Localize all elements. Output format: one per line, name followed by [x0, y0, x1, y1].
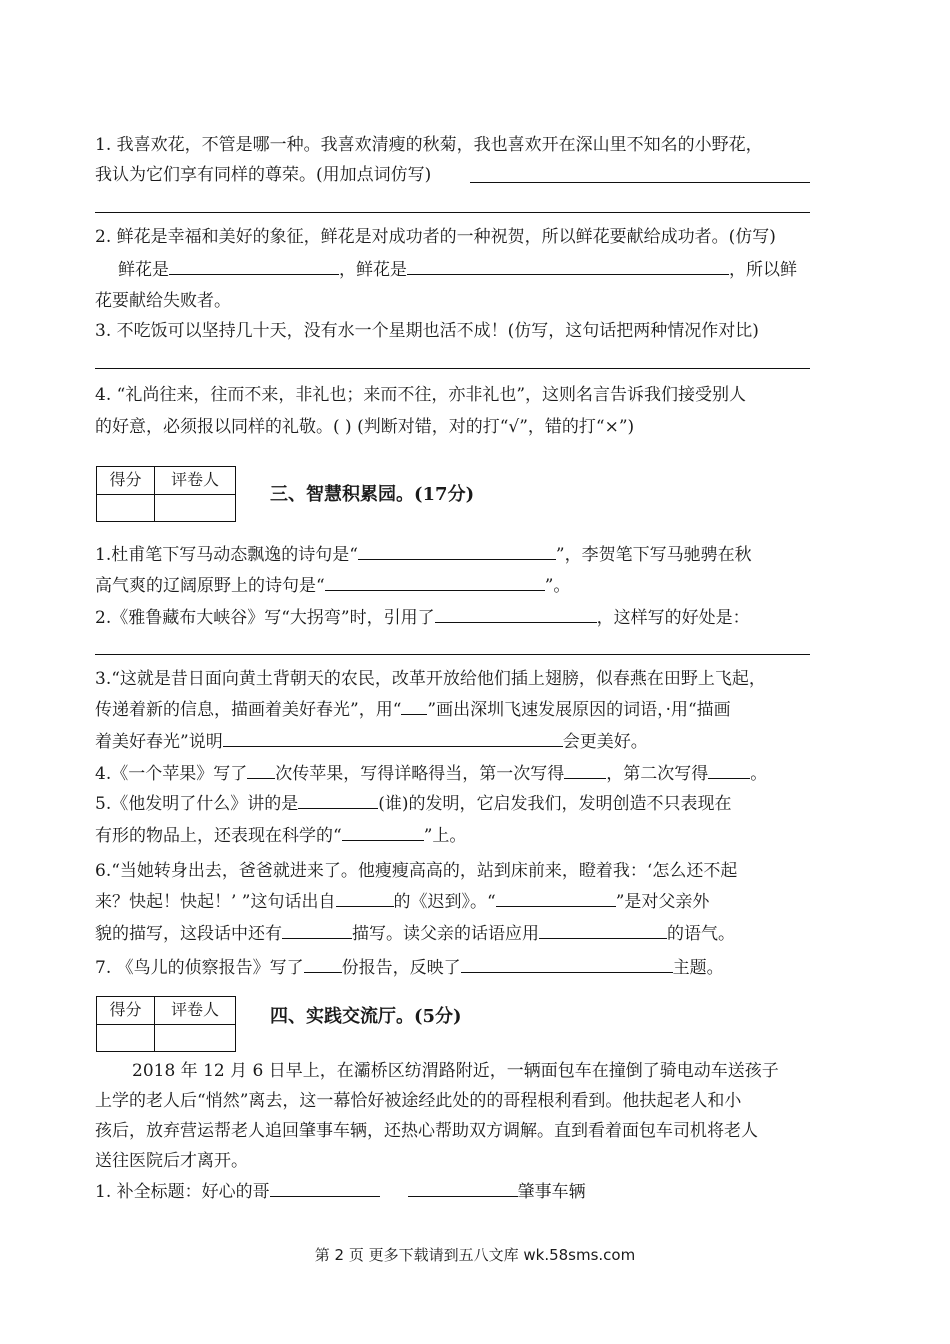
part3-title: 三、智慧积累园。(17分) [270, 484, 475, 505]
p3-q5-text-a: 5.《他发明了什么》讲的是 [95, 794, 299, 814]
p3-q5-line1 [95, 792, 732, 815]
p3-q6-text-e: 描写。读父亲的话语应用 [352, 924, 539, 944]
p3-q4-line [95, 762, 767, 785]
p3-q7-text-c: 主题。 [672, 958, 724, 978]
grader-label: 评卷人 [170, 1000, 219, 1019]
q2-line2 [118, 258, 797, 281]
part4-title: 四、实践交流厅。(5分) [270, 1006, 462, 1027]
p3-q4-text-a: 4.《一个苹果》写了 [95, 764, 248, 784]
q1-line2 [95, 164, 431, 186]
p3-q6-line1: 6.“当她转身出去，爸爸就进来了。他瘦瘦高高的，站到床前来，瞪着我：‘怎么还不起 [95, 861, 738, 881]
p3-q6-blank-4[interactable] [539, 922, 667, 939]
p3-q6-text-a: 来？快起！快起！’ ”这句话出自 [95, 892, 336, 912]
p3-q1-blank-2[interactable] [325, 574, 545, 591]
q1-line2-text: 我认为它们享有同样的尊荣。(用加点词仿写) [95, 165, 432, 185]
p3-q6-line2 [95, 890, 709, 913]
p3-q4-blank-2[interactable] [564, 762, 606, 779]
p4-paragraph-line3: 孩后，放弃营运帮老人追回肇事车辆，还热心帮助双方调解。直到看着面包车司机将老人 [95, 1121, 758, 1141]
p3-q5-blank-2[interactable] [342, 824, 424, 841]
p3-q3-blank-1[interactable] [401, 698, 427, 715]
p3-q5-text-d: ”上。 [423, 826, 467, 846]
p4-q1-text-b: 肇事车辆 [517, 1182, 586, 1202]
p3-q4-blank-1[interactable] [247, 762, 275, 779]
p3-q1-line1 [95, 543, 752, 566]
p3-q7-text-b: 份报告，反映了 [341, 958, 461, 978]
p4-q1-text-a: 1. 补全标题：好心的哥 [95, 1182, 270, 1202]
p3-q1-text-d: ”。 [544, 576, 571, 596]
p4-paragraph-line4: 送往医院后才离开。 [95, 1151, 248, 1171]
p3-q6-text-c: ”是对父亲外 [615, 892, 710, 912]
p3-q2-line1 [95, 606, 750, 629]
p3-q3-text-b: ”画出深圳飞速发展原因的词语，·用“描画 [427, 700, 731, 720]
score-label: 得分 [109, 470, 142, 489]
p3-q6-blank-2[interactable] [496, 890, 616, 907]
p3-q4-text-d: 。 [750, 764, 768, 784]
p4-paragraph-line1: 2018 年 12 月 6 日早上，在灞桥区纺渭路附近，一辆面包车在撞倒了骑电动车送孩子 [132, 1061, 779, 1081]
p3-q1-blank-1[interactable] [358, 543, 556, 560]
p3-q4-text-c: ，第二次写得 [606, 764, 709, 784]
score-box-part4 [96, 996, 236, 1052]
q1-answer-line-1[interactable] [470, 182, 810, 183]
q1-answer-line-2[interactable] [95, 212, 810, 213]
score-label: 得分 [109, 1000, 142, 1019]
page-footer: 第 2 页 更多下载请到五八文库 wk.58sms.com [314, 1246, 636, 1264]
p3-q6-text-b: 的《迟到》。“ [393, 892, 496, 912]
p3-q3-line2 [95, 698, 731, 721]
p3-q2-answer-line[interactable] [95, 654, 810, 655]
p3-q6-blank-1[interactable] [336, 890, 394, 907]
p4-q1-blank-2[interactable] [408, 1180, 518, 1197]
p3-q2-text-a: 2.《雅鲁藏布大峡谷》写“大拐弯”时，引用了 [95, 608, 435, 628]
p3-q1-text-a: 1.杜甫笔下写马动态飘逸的诗句是“ [95, 545, 358, 565]
p3-q1-text-b: ”，李贺笔下写马驰骋在秋 [555, 545, 752, 565]
q2-text-a: 鲜花是 [118, 260, 169, 280]
p3-q1-line2 [95, 574, 570, 597]
p3-q4-blank-3[interactable] [708, 762, 750, 779]
p3-q1-text-c: 高气爽的辽阔原野上的诗句是“ [95, 576, 325, 596]
q2-blank-1[interactable] [169, 258, 339, 275]
p3-q5-text-c: 有形的物品上，还表现在科学的“ [95, 826, 342, 846]
p3-q5-text-b: (谁)的发明，它启发我们，发明创造不只表现在 [378, 794, 732, 814]
p3-q3-text-d: 会更美好。 [562, 732, 648, 752]
q4-line1: 4. “礼尚往来，往而不来，非礼也；来而不往，亦非礼也”，这则名言告诉我们接受别人 [95, 385, 747, 405]
q2-line1: 2. 鲜花是幸福和美好的象征，鲜花是对成功者的一种祝贺，所以鲜花要献给成功者。(仿写) [95, 227, 776, 247]
p3-q6-text-d: 貌的描写，这段话中还有 [95, 924, 282, 944]
p4-paragraph-line2: 上学的老人后“悄然”离去，这一幕恰好被途经此处的的哥程根利看到。他扶起老人和小 [95, 1091, 742, 1111]
q4-line2: 的好意，必须报以同样的礼敬。( ) (判断对错，对的打“√”，错的打“×”) [95, 417, 635, 437]
q2-text-b: ，鲜花是 [339, 260, 407, 280]
q1-line1: 1. 我喜欢花，不管是哪一种。我喜欢清瘦的秋菊，我也喜欢开在深山里不知名的小野花， [95, 135, 763, 155]
p3-q3-text-a: 传递着新的信息，描画着美好春光”，用“ [95, 700, 402, 720]
p3-q5-blank-1[interactable] [298, 792, 378, 809]
p4-q1-blank-1[interactable] [270, 1180, 380, 1197]
p3-q5-line2 [95, 824, 466, 847]
p3-q6-text-f: 的语气。 [667, 924, 735, 944]
p3-q3-blank-2[interactable] [223, 730, 563, 747]
p4-q1-line [95, 1180, 586, 1203]
p3-q7-blank-1[interactable] [304, 956, 342, 973]
p3-q4-text-b: 次传苹果，写得详略得当，第一次写得 [275, 764, 565, 784]
p3-q2-text-b: ，这样写的好处是： [596, 608, 750, 628]
q2-text-c: ，所以鲜 [729, 260, 797, 280]
grader-label: 评卷人 [170, 470, 219, 489]
score-box-part3 [96, 466, 236, 522]
q2-line3: 花要献给失败者。 [95, 291, 231, 311]
p3-q3-line3 [95, 730, 648, 753]
q2-blank-2[interactable] [407, 258, 729, 275]
p3-q7-line [95, 956, 724, 979]
q3-answer-line[interactable] [95, 368, 810, 369]
p3-q3-text-c: 着美好春光”说明 [95, 732, 223, 752]
p3-q7-text-a: 7. 《鸟儿的侦察报告》写了 [95, 958, 304, 978]
p3-q6-line3 [95, 922, 735, 945]
p3-q6-blank-3[interactable] [282, 922, 352, 939]
q3-line1: 3. 不吃饭可以坚持几十天，没有水一个星期也活不成！(仿写，这句话把两种情况作对比) [95, 321, 759, 341]
p3-q2-blank[interactable] [435, 606, 597, 623]
p3-q7-blank-2[interactable] [461, 956, 673, 973]
p3-q3-line1: 3.“这就是昔日面向黄土背朝天的农民，改革开放给他们插上翅膀，似春燕在田野上飞起， [95, 669, 766, 689]
